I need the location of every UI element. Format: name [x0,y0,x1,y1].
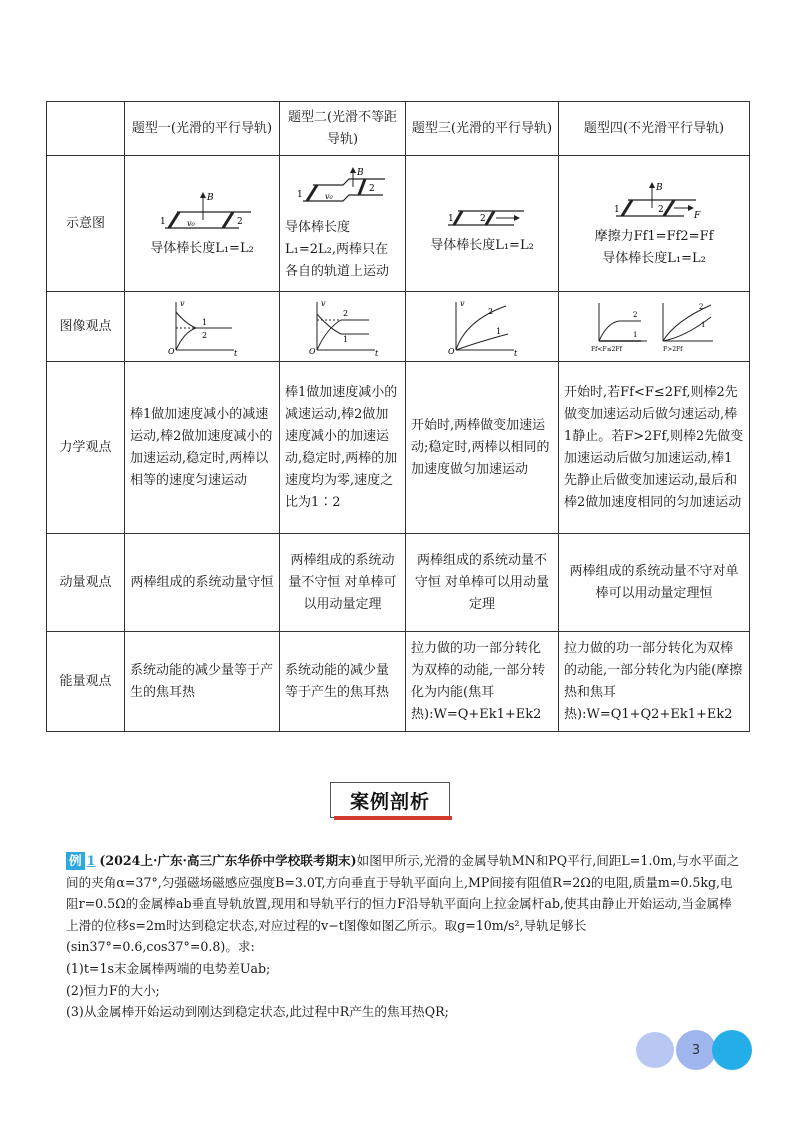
diagram-caption-1: 导体棒长度L₁=L₂ [150,240,254,256]
question-2: (2)恒力F的大小; [66,982,160,998]
rails-diagram-3 [434,193,530,233]
question-3: (3)从金属棒开始运动到刚达到稳定状态,此过程中R产生的焦耳热QR; [66,1004,449,1020]
example-stem-paragraph [66,850,742,958]
label-rod-2-3: 2 [480,213,486,224]
diagram-caption-3: 导体棒长度L₁=L₂ [430,237,534,253]
label-b-2: B [356,167,364,178]
energy-cell-4: 拉力做的功一部分转化为双棒的动能,一部分转化为内能(摩擦热和焦耳热):W=Q1+Q2+Ek1+Ek2 [559,632,750,732]
row-head-mechanics: 力学观点 [47,362,125,534]
label-b: B [207,192,214,203]
graph3-t: t [514,348,518,356]
table-row-mechanics [47,362,750,534]
graph3-origin: O [448,346,455,356]
diagram-cell-3 [406,156,559,292]
vt-graph-2 [303,298,383,356]
energy-cell-3: 拉力做的功一部分转化为双棒的动能,一部分转化为内能(焦耳热):W=Q+Ek1+Ek2 [406,632,559,732]
example-number[interactable]: 1 [86,853,96,868]
section-banner [326,780,468,822]
graph-cell-2 [280,292,406,362]
graph4-left-caption: Ff<F≤2Ff [591,345,622,353]
graph4-left-label-2: 2 [633,310,638,319]
momentum-cell-1: 两棒组成的系统动量守恒 [125,534,280,632]
diagram-cell-4 [559,156,750,292]
example-problem [66,850,742,1023]
table-row-diagram [47,156,750,292]
graph3-v: v [460,298,465,308]
section-title: 案例剖析 [330,782,450,818]
graph1-t: t [234,348,238,356]
graph1-origin: O [168,346,175,356]
example-source: (2024上·广东·高三广东华侨中学校联考期末) [99,853,357,868]
graph3-label-1: 1 [496,326,502,336]
header-type-4: 题型四(不光滑平行导轨) [559,102,750,156]
header-type-1: 题型一(光滑的平行导轨) [125,102,280,156]
vt-graph-4 [589,297,719,357]
table-header-row [47,102,750,156]
row-head-energy: 能量观点 [47,632,125,732]
mechanics-cell-3: 开始时,两棒做变加速运动;稳定时,两棒以相同的加速度做匀加速运动 [406,362,559,534]
label-rod-2-2: 2 [368,183,375,194]
vt-graph-1 [162,298,242,356]
graph-cell-3 [406,292,559,362]
graph1-label-1: 1 [202,317,208,327]
label-rod-2-4: 2 [658,204,664,215]
header-cell-empty [47,102,125,156]
table-row-momentum [47,534,750,632]
graph2-label-1: 1 [342,334,348,344]
banner-underline [334,816,452,820]
row-head-momentum: 动量观点 [47,534,125,632]
mechanics-cell-1: 棒1做加速度减小的减速运动,棒2做加速度减小的加速运动,稳定时,两棒以相等的速度匀速运动 [125,362,280,534]
page-number: 3 [676,1030,716,1070]
graph4-right-label-1: 1 [701,320,706,329]
question-1: (1)t=1s末金属棒两端的电势差Uab; [66,960,271,976]
energy-cell-1: 系统动能的减少量等于产生的焦耳热 [125,632,280,732]
header-type-3: 题型三(光滑的平行导轨) [406,102,559,156]
graph-cell-4 [559,292,750,362]
row-head-graph: 图像观点 [47,292,125,362]
mechanics-cell-4: 开始时,若Ff<F≤2Ff,则棒2先做变加速运动后做匀速运动,棒1静止。若F>2Ff,则棒2先做变加速运动后做匀加速运动,棒1先静止后做变加速运动,最后和棒2做加速度相同的匀加速运动 [559,362,750,534]
diagram-caption-2: 导体棒长度L₁=2L₂,两棒只在各自的轨道上运动 [285,219,390,279]
label-rod-1: 1 [160,216,166,227]
graph4-right-caption: F>2Ff [663,345,683,353]
graph1-v: v [180,298,185,308]
label-rod-2: 2 [237,216,243,227]
graph4-left-label-1: 1 [633,330,638,339]
graph2-origin: O [308,346,316,356]
diagram-cell-1 [125,156,280,292]
row-head-diagram: 示意图 [47,156,125,292]
table-row-energy [47,632,750,732]
label-rod-1-3: 1 [448,213,454,224]
label-f-4: F [694,210,701,221]
mechanics-cell-2: 棒1做加速度减小的减速运动,棒2做加速度减小的加速运动,稳定时,两棒的加速度均为零,速度之比为1∶2 [280,362,406,534]
bubble-left [636,1032,674,1068]
graph3-label-2: 2 [488,306,494,316]
label-v0: v₀ [187,218,195,228]
page-number-badge [636,1030,756,1070]
rails-diagram-2 [293,167,393,215]
label-rod-1-2: 1 [296,189,303,200]
comparison-table [46,101,750,732]
header-type-2: 题型二(光滑不等距导轨) [280,102,406,156]
graph2-v: v [320,298,326,308]
bubble-right [712,1030,752,1070]
momentum-cell-3: 两棒组成的系统动量不守恒 对单棒可以用动量定理 [406,534,559,632]
diagram-caption-4b: 导体棒长度L₁=L₂ [602,250,706,266]
graph2-t: t [374,348,378,356]
diagram-caption-4a: 摩擦力Ff1=Ff2=Ff [594,228,714,244]
momentum-cell-4: 两棒组成的系统动量不守对单棒可以用动量定理恒 [559,534,750,632]
energy-cell-2: 系统动能的减少量等于产生的焦耳热 [280,632,406,732]
graph2-label-2: 2 [342,308,348,318]
example-stem: 如图甲所示,光滑的金属导轨MN和PQ平行,间距L=1.0m,与水平面之间的夹角α=37°,匀强磁场磁感应强度B=3.0T,方向垂直于导轨平面向上,MP间接有阻值R=2Ω的电阻,质量m=0.5kg,电阻r=0.5Ω的金属棒ab垂直导轨放置,现用和导轨平行的恒力F沿导轨平面向上拉金属杆ab,使其由静止开始运动,当金属棒上滑的位移s=2m时达到稳定状态,对应过程的v−t图像如图乙所示。取g=10m/s²,导轨足够长(sin37°=0.6,cos37°=0.8)。求: [66,853,740,955]
graph1-label-2: 2 [202,330,208,340]
label-v0-2: v₀ [324,191,333,201]
table-row-graph [47,292,750,362]
vt-graph-3 [442,298,522,356]
graph-cell-1 [125,292,280,362]
label-b-4: B [656,182,663,193]
label-rod-1-4: 1 [614,204,620,215]
example-tag: 例 [66,852,85,870]
diagram-cell-2 [280,156,406,292]
momentum-cell-2: 两棒组成的系统动量不守恒 对单棒可以用动量定理 [280,534,406,632]
rails-diagram-1 [147,190,257,236]
graph4-right-label-2: 2 [699,302,704,311]
rails-diagram-4 [604,180,704,224]
